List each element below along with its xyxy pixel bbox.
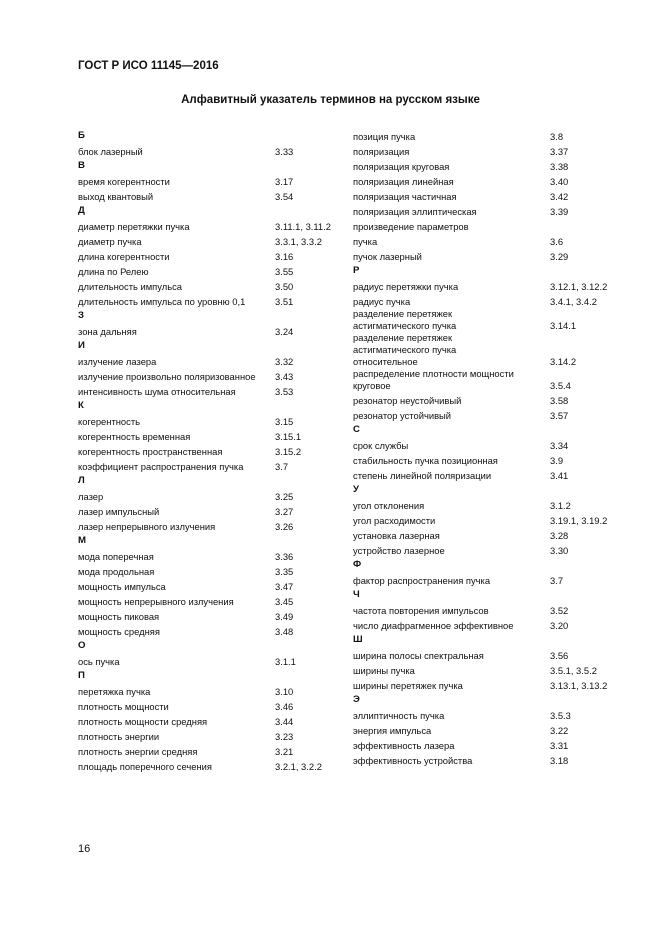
index-entry xyxy=(78,518,340,533)
index-term: ось пучка xyxy=(78,656,120,667)
index-letter-heading: Ч xyxy=(353,589,360,600)
index-term: длина по Релею xyxy=(78,266,149,277)
index-term-line: разделение перетяжек xyxy=(353,308,453,319)
index-ref: 3.5.3 xyxy=(550,710,571,721)
index-ref: 3.49 xyxy=(275,611,294,622)
index-ref: 3.58 xyxy=(550,395,569,406)
index-term: произведение параметров xyxy=(353,221,469,232)
index-ref: 3.28 xyxy=(550,530,569,541)
index-term: лазер непрерывного излучения xyxy=(78,521,216,532)
index-entry xyxy=(353,467,623,482)
index-entry xyxy=(78,263,340,278)
index-term: плотность мощности xyxy=(78,701,169,712)
index-entry xyxy=(353,572,623,587)
index-term: мощность непрерывного излучения xyxy=(78,596,234,607)
index-letter-heading: З xyxy=(78,310,85,321)
index-term: диаметр перетяжки пучка xyxy=(78,221,190,232)
index-entry xyxy=(78,188,340,203)
index-entry xyxy=(78,593,340,608)
index-ref: 3.15.2 xyxy=(275,446,302,457)
index-ref: 3.8 xyxy=(550,131,564,142)
index-term: частота повторения импульсов xyxy=(353,605,489,616)
index-ref: 3.26 xyxy=(275,521,294,532)
index-entry xyxy=(78,293,340,308)
index-term: поляризация линейная xyxy=(353,176,454,187)
index-letter-heading: Л xyxy=(78,475,85,486)
index-entry xyxy=(78,143,340,158)
index-term xyxy=(353,332,550,368)
index-term: эффективность лазера xyxy=(353,740,455,751)
index-term: поляризация круговая xyxy=(353,161,450,172)
index-ref: 3.34 xyxy=(550,440,569,451)
index-term: излучение произвольно поляризованное xyxy=(78,371,256,382)
index-letter-heading: Ф xyxy=(353,559,362,570)
index-entry xyxy=(78,503,340,518)
index-ref: 3.32 xyxy=(275,356,294,367)
index-ref: 3.24 xyxy=(275,326,294,337)
index-term: энергия импульса xyxy=(353,725,432,736)
index-term-line: круговое xyxy=(353,380,391,391)
index-ref: 3.4.1, 3.4.2 xyxy=(550,296,597,307)
index-entry xyxy=(353,437,623,452)
index-entry xyxy=(78,173,340,188)
index-entry xyxy=(353,512,623,527)
index-term: поляризация xyxy=(353,146,410,157)
index-term: угол отклонения xyxy=(353,500,425,511)
index-term: радиус пучка xyxy=(353,296,411,307)
index-term: длина когерентности xyxy=(78,251,170,262)
index-entry xyxy=(78,218,340,233)
index-entry xyxy=(353,737,623,752)
index-term: стабильность пучка позиционная xyxy=(353,455,498,466)
index-term: перетяжка пучка xyxy=(78,686,151,697)
index-entry xyxy=(353,278,623,293)
document-code: ГОСТ Р ИСО 11145—2016 xyxy=(78,60,219,72)
index-letter-heading: О xyxy=(78,640,86,651)
index-entry xyxy=(78,488,340,503)
index-term: лазер импульсный xyxy=(78,506,160,517)
index-ref: 3.13.1, 3.13.2 xyxy=(550,680,608,691)
index-entry xyxy=(353,293,623,308)
index-entry xyxy=(353,602,623,617)
index-term: когерентность пространственная xyxy=(78,446,223,457)
index-ref: 3.38 xyxy=(550,161,569,172)
index-term: плотность мощности средняя xyxy=(78,716,208,727)
index-ref: 3.15.1 xyxy=(275,431,302,442)
index-term: срок службы xyxy=(353,440,409,451)
index-ref: 3.36 xyxy=(275,551,294,562)
index-ref: 3.27 xyxy=(275,506,294,517)
index-ref: 3.17 xyxy=(275,176,294,187)
index-entry xyxy=(353,497,623,512)
index-entry xyxy=(78,563,340,578)
index-ref: 3.30 xyxy=(550,545,569,556)
index-term: мощность пиковая xyxy=(78,611,160,622)
index-ref: 3.25 xyxy=(275,491,294,502)
index-ref: 3.1.1 xyxy=(275,656,296,667)
index-ref: 3.33 xyxy=(275,146,294,157)
index-term: резонатор неустойчивый xyxy=(353,395,462,406)
index-term: интенсивность шума относительная xyxy=(78,386,236,397)
index-entry xyxy=(78,353,340,368)
index-entry xyxy=(78,323,340,338)
index-ref: 3.29 xyxy=(550,251,569,262)
index-entry xyxy=(353,722,623,737)
index-ref: 3.52 xyxy=(550,605,569,616)
index-entry xyxy=(78,653,340,668)
index-letter-heading: М xyxy=(78,535,86,546)
index-ref: 3.40 xyxy=(550,176,569,187)
index-ref: 3.43 xyxy=(275,371,294,382)
index-term: степень линейной поляризации xyxy=(353,470,492,481)
index-entry xyxy=(353,407,623,422)
index-entry xyxy=(353,203,623,218)
index-ref: 3.35 xyxy=(275,566,294,577)
index-term: установка лазерная xyxy=(353,530,440,541)
index-entry xyxy=(78,368,340,383)
index-column-left xyxy=(78,128,340,773)
index-term: мода поперечная xyxy=(78,551,154,562)
index-ref: 3.51 xyxy=(275,296,294,307)
index-ref: 3.14.2 xyxy=(550,356,577,367)
index-entry xyxy=(78,233,340,248)
index-term: излучение лазера xyxy=(78,356,157,367)
index-term: ширина полосы спектральная xyxy=(353,650,484,661)
index-term: мощность импульса xyxy=(78,581,166,592)
index-term xyxy=(353,368,550,392)
index-entry xyxy=(78,548,340,563)
index-ref: 3.21 xyxy=(275,746,294,757)
page-number: 16 xyxy=(78,843,91,855)
index-term: устройство лазерное xyxy=(353,545,445,556)
index-entry xyxy=(353,617,623,632)
index-entry xyxy=(353,452,623,467)
index-letter-heading: И xyxy=(78,340,85,351)
index-ref: 3.18 xyxy=(550,755,569,766)
index-entry xyxy=(78,608,340,623)
index-entry xyxy=(353,173,623,188)
index-ref: 3.6 xyxy=(550,236,564,247)
index-ref: 3.9 xyxy=(550,455,564,466)
index-term: мода продольная xyxy=(78,566,155,577)
index-entry xyxy=(353,233,623,248)
index-ref: 3.10 xyxy=(275,686,294,697)
index-entry xyxy=(353,752,623,767)
index-ref: 3.3.1, 3.3.2 xyxy=(275,236,322,247)
index-term: лазер xyxy=(78,491,104,502)
index-term: длительность импульса xyxy=(78,281,182,292)
index-entry xyxy=(353,332,623,368)
index-term: радиус перетяжки пучка xyxy=(353,281,459,292)
index-ref: 3.54 xyxy=(275,191,294,202)
index-term: длительность импульса по уровню 0,1 xyxy=(78,296,246,307)
index-term: поляризация эллиптическая xyxy=(353,206,477,217)
index-letter-heading: Э xyxy=(353,694,360,705)
index-ref: 3.46 xyxy=(275,701,294,712)
index-term: время когерентности xyxy=(78,176,170,187)
index-letter-heading: У xyxy=(353,484,359,495)
index-entry xyxy=(353,143,623,158)
index-entry xyxy=(78,728,340,743)
index-entry xyxy=(78,743,340,758)
index-ref: 3.55 xyxy=(275,266,294,277)
index-ref: 3.39 xyxy=(550,206,569,217)
index-term: резонатор устойчивый xyxy=(353,410,452,421)
index-ref: 3.15 xyxy=(275,416,294,427)
index-letter-heading: Д xyxy=(78,205,85,216)
index-term: плотность энергии xyxy=(78,731,160,742)
index-entry xyxy=(353,707,623,722)
index-term-line: распределение плотности мощности xyxy=(353,368,514,379)
index-entry xyxy=(78,578,340,593)
index-entry xyxy=(353,158,623,173)
index-letter-heading: К xyxy=(78,400,84,411)
index-entry xyxy=(78,683,340,698)
index-ref: 3.23 xyxy=(275,731,294,742)
index-term: когерентность xyxy=(78,416,141,427)
index-ref: 3.7 xyxy=(275,461,289,472)
index-entry xyxy=(353,368,623,392)
index-term: пучка xyxy=(353,236,378,247)
index-ref: 3.50 xyxy=(275,281,294,292)
index-letter-heading: П xyxy=(78,670,85,681)
index-term: плотность энергии средняя xyxy=(78,746,198,757)
index-ref: 3.7 xyxy=(550,575,564,586)
index-entry xyxy=(353,677,623,692)
index-term: угол расходимости xyxy=(353,515,436,526)
index-term: поляризация частичная xyxy=(353,191,457,202)
index-ref: 3.47 xyxy=(275,581,294,592)
index-term-line: астигматического пучка xyxy=(353,320,457,331)
index-ref: 3.11.1, 3.11.2 xyxy=(275,221,331,232)
index-ref: 3.22 xyxy=(550,725,569,736)
index-ref: 3.5.4 xyxy=(550,380,571,391)
index-term: фактор распространения пучка xyxy=(353,575,491,586)
index-term: пучок лазерный xyxy=(353,251,422,262)
index-entry xyxy=(78,428,340,443)
index-ref: 3.20 xyxy=(550,620,569,631)
index-entry xyxy=(78,713,340,728)
index-letter-heading: С xyxy=(353,424,360,435)
index-ref: 3.31 xyxy=(550,740,569,751)
index-term: мощность средняя xyxy=(78,626,160,637)
index-ref: 3.37 xyxy=(550,146,569,157)
index-term: ширины пучка xyxy=(353,665,415,676)
index-term: зона дальняя xyxy=(78,326,137,337)
index-ref: 3.1.2 xyxy=(550,500,571,511)
index-term: ширины перетяжек пучка xyxy=(353,680,463,691)
index-ref: 3.57 xyxy=(550,410,569,421)
index-term: число диафрагменное эффективное xyxy=(353,620,514,631)
index-entry xyxy=(353,542,623,557)
index-entry xyxy=(353,662,623,677)
index-ref: 3.56 xyxy=(550,650,569,661)
index-letter-heading: Р xyxy=(353,265,360,276)
index-term: позиция пучка xyxy=(353,131,416,142)
index-term: выход квантовый xyxy=(78,191,154,202)
index-entry xyxy=(78,278,340,293)
index-entry xyxy=(78,443,340,458)
index-ref: 3.41 xyxy=(550,470,569,481)
index-entry xyxy=(353,128,623,143)
index-ref: 3.48 xyxy=(275,626,294,637)
index-ref: 3.12.1, 3.12.2 xyxy=(550,281,608,292)
index-term: коэффициент распространения пучка xyxy=(78,461,244,472)
index-entry xyxy=(78,458,340,473)
index-ref: 3.53 xyxy=(275,386,294,397)
index-term: эффективность устройства xyxy=(353,755,473,766)
index-term-line: астигматического пучка xyxy=(353,344,457,355)
index-ref: 3.5.1, 3.5.2 xyxy=(550,665,597,676)
index-entry xyxy=(353,392,623,407)
index-entry xyxy=(78,248,340,263)
index-term: эллиптичность пучка xyxy=(353,710,445,721)
index-letter-heading: Б xyxy=(78,130,85,141)
index-ref: 3.14.1 xyxy=(550,320,577,331)
index-entry xyxy=(353,527,623,542)
index-ref: 3.2.1, 3.2.2 xyxy=(275,761,322,772)
index-letter-heading: Ш xyxy=(353,634,363,645)
index-entry xyxy=(353,647,623,662)
index-entry xyxy=(78,413,340,428)
index-entry xyxy=(78,758,340,773)
index-letter-heading: В xyxy=(78,160,85,171)
index-ref: 3.45 xyxy=(275,596,294,607)
index-entry xyxy=(353,248,623,263)
index-term: блок лазерный xyxy=(78,146,143,157)
index-entry xyxy=(78,698,340,713)
index-term xyxy=(353,308,550,332)
index-term: когерентность временная xyxy=(78,431,191,442)
index-ref: 3.16 xyxy=(275,251,294,262)
index-ref: 3.44 xyxy=(275,716,294,727)
index-term: площадь поперечного сечения xyxy=(78,761,212,772)
index-entry xyxy=(353,188,623,203)
index-entry xyxy=(353,308,623,332)
index-entry xyxy=(78,383,340,398)
index-term: диаметр пучка xyxy=(78,236,142,247)
page-title: Алфавитный указатель терминов на русском языке xyxy=(181,94,480,106)
index-ref: 3.42 xyxy=(550,191,569,202)
index-entry xyxy=(353,218,623,233)
index-column-right xyxy=(353,128,623,767)
index-entry xyxy=(78,623,340,638)
index-ref: 3.19.1, 3.19.2 xyxy=(550,515,608,526)
index-term-line: относительное xyxy=(353,356,418,367)
index-term-line: разделение перетяжек xyxy=(353,332,453,343)
